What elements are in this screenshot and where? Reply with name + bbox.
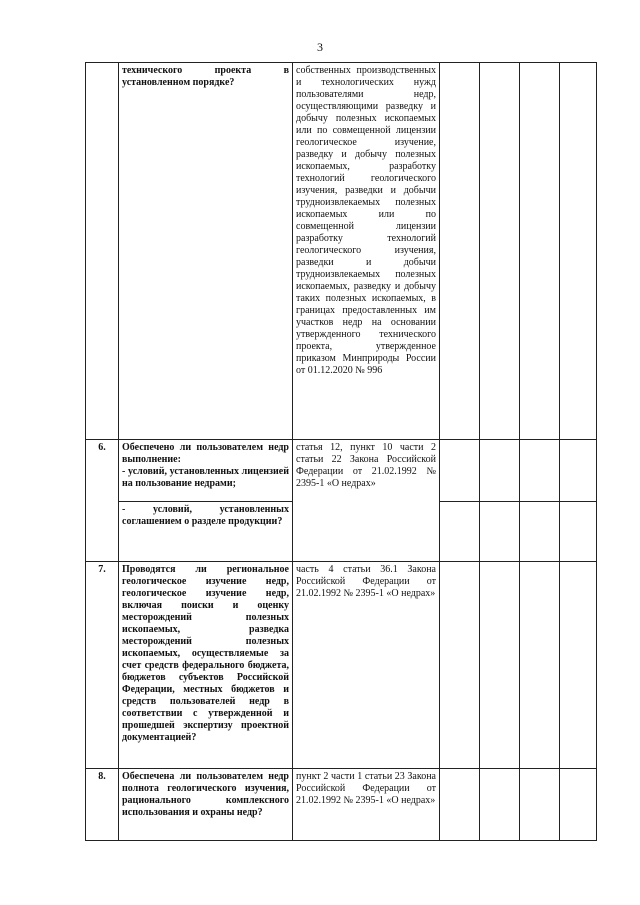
- question-item-license: - условий, установленных лицензией на пользование недрами;: [122, 466, 289, 489]
- note-cell[interactable]: [560, 562, 597, 769]
- row-number: 7.: [86, 562, 119, 769]
- row-number: [86, 63, 119, 440]
- question-cell: [119, 502, 293, 562]
- table-row: [86, 63, 597, 440]
- reference-cell: статья 12, пункт 10 части 2 статьи 22 Закона Российской Федерации от 21.02.1992 № 2395-1 «О недрах»: [293, 440, 440, 562]
- answer-yes-cell[interactable]: [440, 769, 480, 841]
- reference-cell: собственных производственных и технологических нужд пользователями недр, осуществляющими разведку и добычу полезных ископаемых или по совмещенной лицензии геологическое изучение, разведку и добычу полезных ископаемых, разработку технологий геологического изучения, разведки и добычи трудноизвлекаемых полезных ископаемых или по совмещенной лицензии разработку технологий геологического изучения, разведки и добычи трудноизвлекаемых полезных ископаемых, разведку и добычу таких полезных ископаемых, в границах предоставленных им участков недр на основании утвержденного технического проекта, утвержденное приказом Минприроды России от 01.12.2020 № 996: [293, 63, 440, 440]
- answer-no-cell[interactable]: [480, 769, 520, 841]
- row-number: 6.: [86, 440, 119, 562]
- answer-yes-cell[interactable]: [440, 63, 480, 440]
- answer-no-cell[interactable]: [480, 562, 520, 769]
- answer-no-cell[interactable]: [480, 63, 520, 440]
- question-intro: Обеспечено ли пользователем недр выполнение:: [122, 442, 289, 465]
- note-cell[interactable]: [560, 769, 597, 841]
- answer-na-cell[interactable]: [520, 63, 560, 440]
- table-row: [86, 562, 597, 769]
- reference-cell: часть 4 статьи 36.1 Закона Российской Федерации от 21.02.1992 № 2395-1 «О недрах»: [293, 562, 440, 769]
- answer-yes-cell[interactable]: [440, 562, 480, 769]
- answer-na-cell[interactable]: [520, 769, 560, 841]
- table-row: [86, 440, 597, 502]
- answer-na-cell[interactable]: [520, 440, 560, 502]
- answer-no-cell[interactable]: [480, 502, 520, 562]
- question-item-psa: - условий, установленных соглашением о разделе продукции?: [122, 504, 289, 527]
- question-cell: Проводятся ли региональное геологическое изучение недр, геологическое изучение недр, включая поиски и оценку месторождений полезных ископаемых, разведка месторождений полезных ископаемых, осуществляемые за счет средств федерального бюджета, бюджетов субъектов Российской Федерации, местных бюджетов и средств пользователей недр в соответствии с утвержденной и прошедшей экспертизу проектной документацией?: [119, 562, 293, 769]
- checklist-table: [85, 62, 597, 841]
- question-cell: [119, 440, 293, 502]
- note-cell[interactable]: [560, 63, 597, 440]
- answer-na-cell[interactable]: [520, 562, 560, 769]
- page-number: 3: [317, 40, 323, 54]
- note-cell[interactable]: [560, 440, 597, 502]
- question-cell: технического проекта в установленном порядке?: [119, 63, 293, 440]
- answer-yes-cell[interactable]: [440, 440, 480, 502]
- reference-cell: пункт 2 части 1 статьи 23 Закона Российской Федерации от 21.02.1992 № 2395-1 «О недрах»: [293, 769, 440, 841]
- answer-no-cell[interactable]: [480, 440, 520, 502]
- answer-yes-cell[interactable]: [440, 502, 480, 562]
- answer-na-cell[interactable]: [520, 502, 560, 562]
- table-row: [86, 769, 597, 841]
- row-number: 8.: [86, 769, 119, 841]
- note-cell[interactable]: [560, 502, 597, 562]
- question-cell: Обеспечена ли пользователем недр полнота геологического изучения, рационального комплексного использования и охраны недр?: [119, 769, 293, 841]
